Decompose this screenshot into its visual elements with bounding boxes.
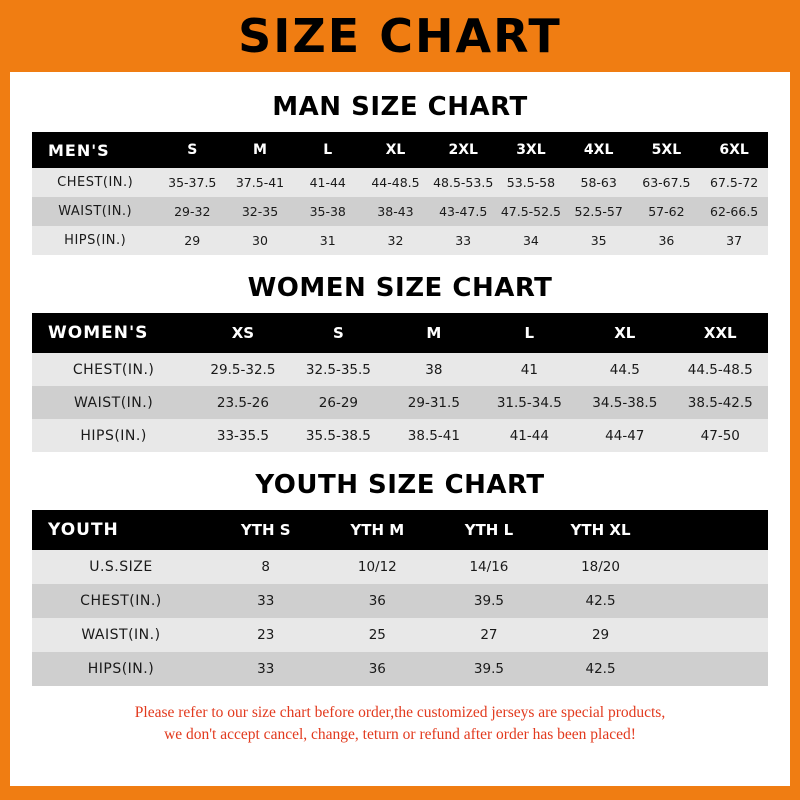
men-table-head: [32, 132, 768, 168]
youth-header-empty: [656, 510, 768, 550]
men-table-body: [32, 168, 768, 255]
youth-waist-ythl: 27: [433, 618, 545, 652]
youth-ussize-label: U.S.SIZE: [32, 550, 210, 584]
women-chest-s: 32.5-35.5: [291, 353, 386, 386]
women-section-title: WOMEN SIZE CHART: [247, 273, 553, 303]
youth-header-ythm: YTH M: [322, 510, 434, 550]
youth-ussize-ythm: 10/12: [322, 550, 434, 584]
men-waist-m: 32-35: [226, 197, 294, 226]
youth-waist-ythxl: 29: [545, 618, 657, 652]
youth-ussize-ythxl: 18/20: [545, 550, 657, 584]
youth-header-ythxl: YTH XL: [545, 510, 657, 550]
men-chest-2xl: 48.5-53.5: [429, 168, 497, 197]
women-table-head: [32, 313, 768, 353]
men-header-s: S: [158, 132, 226, 168]
men-hips-3xl: 34: [497, 226, 565, 255]
men-waist-l: 35-38: [294, 197, 362, 226]
table-header-row: [32, 510, 768, 550]
women-waist-xl: 34.5-38.5: [577, 386, 672, 419]
men-chest-m: 37.5-41: [226, 168, 294, 197]
women-chest-m: 38: [386, 353, 481, 386]
table-row: [32, 584, 768, 618]
youth-hips-label: HIPS(IN.): [32, 652, 210, 686]
youth-hips-ythl: 39.5: [433, 652, 545, 686]
men-chest-6xl: 67.5-72: [700, 168, 768, 197]
men-chest-s: 35-37.5: [158, 168, 226, 197]
women-table-body: [32, 353, 768, 452]
table-row: [32, 550, 768, 584]
footer-note-line1: Please refer to our size chart before order,the customized jerseys are special products,: [134, 704, 666, 721]
youth-ussize-ythl: 14/16: [433, 550, 545, 584]
women-header-m: M: [386, 313, 481, 353]
youth-table-head: [32, 510, 768, 550]
women-header-l: L: [482, 313, 577, 353]
youth-section-title: YOUTH SIZE CHART: [255, 470, 545, 500]
youth-waist-yths: 23: [210, 618, 322, 652]
men-hips-4xl: 35: [565, 226, 633, 255]
women-hips-xxl: 47-50: [673, 419, 768, 452]
youth-chest-ythl: 39.5: [433, 584, 545, 618]
men-hips-label: HIPS(IN.): [32, 226, 158, 255]
men-header-4xl: 4XL: [565, 132, 633, 168]
women-header-xxl: XXL: [673, 313, 768, 353]
men-header-label: MEN'S: [32, 132, 158, 168]
men-chest-5xl: 63-67.5: [633, 168, 701, 197]
youth-header-yths: YTH S: [210, 510, 322, 550]
header-band: [10, 0, 790, 72]
table-row: [32, 353, 768, 386]
youth-size-table: [32, 510, 768, 686]
table-row: [32, 618, 768, 652]
men-size-table: [32, 132, 768, 255]
table-row: [32, 652, 768, 686]
men-chest-4xl: 58-63: [565, 168, 633, 197]
men-waist-6xl: 62-66.5: [700, 197, 768, 226]
youth-hips-ythm: 36: [322, 652, 434, 686]
men-hips-s: 29: [158, 226, 226, 255]
youth-hips-empty: [656, 652, 768, 686]
men-header-6xl: 6XL: [700, 132, 768, 168]
women-chest-label: CHEST(IN.): [32, 353, 195, 386]
men-header-3xl: 3XL: [497, 132, 565, 168]
women-hips-xs: 33-35.5: [195, 419, 290, 452]
page-title: SIZE CHART: [238, 9, 562, 63]
women-hips-l: 41-44: [482, 419, 577, 452]
chart-content: [10, 92, 790, 747]
youth-chest-label: CHEST(IN.): [32, 584, 210, 618]
youth-waist-ythm: 25: [322, 618, 434, 652]
men-header-2xl: 2XL: [429, 132, 497, 168]
women-header-xs: XS: [195, 313, 290, 353]
youth-ussize-yths: 8: [210, 550, 322, 584]
youth-chest-yths: 33: [210, 584, 322, 618]
women-size-table: [32, 313, 768, 452]
women-header-label: WOMEN'S: [32, 313, 195, 353]
table-row: [32, 386, 768, 419]
men-hips-xl: 32: [362, 226, 430, 255]
women-hips-s: 35.5-38.5: [291, 419, 386, 452]
men-waist-s: 29-32: [158, 197, 226, 226]
men-hips-m: 30: [226, 226, 294, 255]
women-header-xl: XL: [577, 313, 672, 353]
youth-hips-yths: 33: [210, 652, 322, 686]
footer-note-line2: we don't accept cancel, change, teturn or refund after order has been placed!: [164, 726, 636, 744]
women-waist-l: 31.5-34.5: [482, 386, 577, 419]
men-hips-l: 31: [294, 226, 362, 255]
women-chest-xxl: 44.5-48.5: [673, 353, 768, 386]
men-chest-l: 41-44: [294, 168, 362, 197]
men-waist-label: WAIST(IN.): [32, 197, 158, 226]
table-row: [32, 168, 768, 197]
table-header-row: [32, 132, 768, 168]
men-waist-5xl: 57-62: [633, 197, 701, 226]
women-chest-xl: 44.5: [577, 353, 672, 386]
men-chest-xl: 44-48.5: [362, 168, 430, 197]
men-header-xl: XL: [362, 132, 430, 168]
men-hips-6xl: 37: [700, 226, 768, 255]
youth-chest-empty: [656, 584, 768, 618]
men-waist-xl: 38-43: [362, 197, 430, 226]
men-hips-2xl: 33: [429, 226, 497, 255]
women-chest-l: 41: [482, 353, 577, 386]
women-hips-m: 38.5-41: [386, 419, 481, 452]
youth-table-body: [32, 550, 768, 686]
women-header-s: S: [291, 313, 386, 353]
footer-note: [46, 702, 754, 747]
men-header-m: M: [226, 132, 294, 168]
men-hips-5xl: 36: [633, 226, 701, 255]
men-waist-3xl: 47.5-52.5: [497, 197, 565, 226]
youth-hips-ythxl: 42.5: [545, 652, 657, 686]
youth-header-label: YOUTH: [32, 510, 210, 550]
women-waist-m: 29-31.5: [386, 386, 481, 419]
men-waist-4xl: 52.5-57: [565, 197, 633, 226]
table-row: [32, 226, 768, 255]
youth-waist-label: WAIST(IN.): [32, 618, 210, 652]
women-hips-xl: 44-47: [577, 419, 672, 452]
men-section-title: MAN SIZE CHART: [272, 92, 528, 122]
men-header-l: L: [294, 132, 362, 168]
youth-chest-ythm: 36: [322, 584, 434, 618]
men-chest-label: CHEST(IN.): [32, 168, 158, 197]
men-header-5xl: 5XL: [633, 132, 701, 168]
men-waist-2xl: 43-47.5: [429, 197, 497, 226]
women-waist-xxl: 38.5-42.5: [673, 386, 768, 419]
youth-ussize-empty: [656, 550, 768, 584]
table-header-row: [32, 313, 768, 353]
women-chest-xs: 29.5-32.5: [195, 353, 290, 386]
youth-chest-ythxl: 42.5: [545, 584, 657, 618]
women-waist-s: 26-29: [291, 386, 386, 419]
table-row: [32, 197, 768, 226]
table-row: [32, 419, 768, 452]
men-chest-3xl: 53.5-58: [497, 168, 565, 197]
youth-waist-empty: [656, 618, 768, 652]
women-waist-xs: 23.5-26: [195, 386, 290, 419]
bottom-band: [10, 786, 790, 800]
women-waist-label: WAIST(IN.): [32, 386, 195, 419]
youth-header-ythl: YTH L: [433, 510, 545, 550]
women-hips-label: HIPS(IN.): [32, 419, 195, 452]
